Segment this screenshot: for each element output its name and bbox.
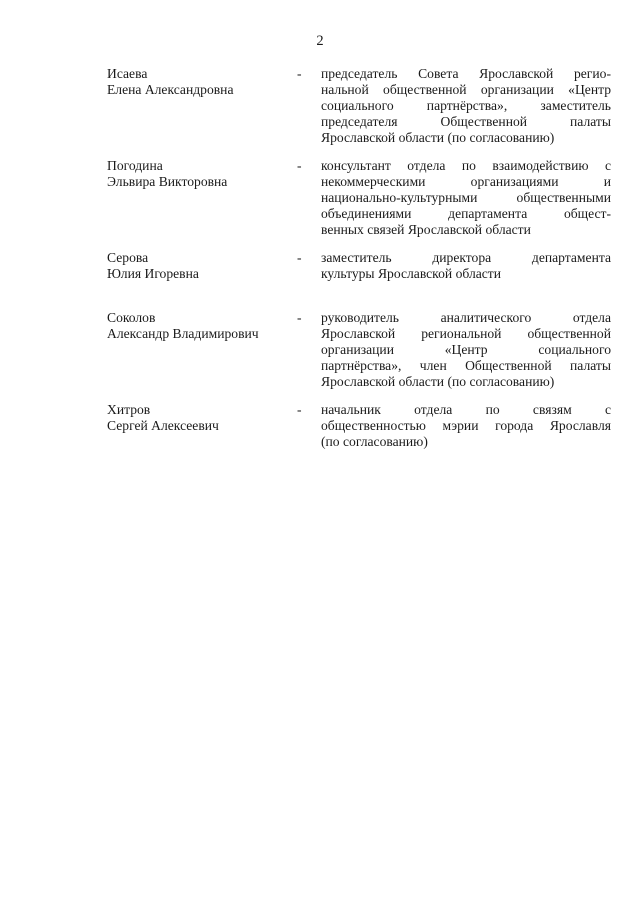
member-name xyxy=(107,250,292,282)
role-line: руководитель аналитического отдела xyxy=(321,310,611,325)
role-line: некоммерческими организациями и xyxy=(321,174,611,189)
separator-dash: - xyxy=(297,250,302,265)
separator-dash: - xyxy=(297,402,302,417)
member-name xyxy=(107,402,292,434)
role-line: начальник отдела по связям с xyxy=(321,402,611,417)
separator-dash: - xyxy=(297,66,302,81)
member-role xyxy=(321,66,611,146)
role-line: социального партнёрства», заместитель xyxy=(321,98,611,113)
role-line: нальной общественной организации «Центр xyxy=(321,82,611,97)
member-role xyxy=(321,158,611,238)
role-line: Ярославской региональной общественной xyxy=(321,326,611,341)
role-line: организации «Центр социального xyxy=(321,342,611,357)
member-entry xyxy=(107,402,612,462)
member-surname: Исаева xyxy=(107,66,148,81)
member-surname: Серова xyxy=(107,250,149,265)
member-name xyxy=(107,158,292,190)
member-surname: Хитров xyxy=(107,402,151,417)
member-role xyxy=(321,250,611,282)
member-given-names: Юлия Игоревна xyxy=(107,266,199,281)
role-line: Ярославской области (по согласованию) xyxy=(321,130,555,145)
member-role xyxy=(321,310,611,390)
role-line: председателя Общественной палаты xyxy=(321,114,611,129)
role-line: (по согласованию) xyxy=(321,434,428,449)
member-surname: Соколов xyxy=(107,310,156,325)
role-line: общественностью мэрии города Ярославля xyxy=(321,418,611,433)
member-surname: Погодина xyxy=(107,158,163,173)
page-number: 2 xyxy=(316,33,324,49)
role-line: объединениями департамента общест- xyxy=(321,206,611,221)
member-entry xyxy=(107,310,612,389)
member-name xyxy=(107,66,292,98)
role-line: заместитель директора департамента xyxy=(321,250,611,265)
role-line: культуры Ярославской области xyxy=(321,266,502,281)
member-given-names: Эльвира Викторовна xyxy=(107,174,228,189)
separator-dash: - xyxy=(297,310,302,325)
role-line: Ярославской области (по согласованию) xyxy=(321,374,555,389)
member-name xyxy=(107,310,292,342)
role-line: консультант отдела по взаимодействию с xyxy=(321,158,611,173)
member-entry xyxy=(107,158,612,237)
role-line: партнёрства», член Общественной палаты xyxy=(321,358,611,373)
member-entry xyxy=(107,66,612,145)
member-list xyxy=(107,66,612,478)
member-given-names: Сергей Алексеевич xyxy=(107,418,219,433)
member-given-names: Александр Владимирович xyxy=(107,326,259,341)
separator-dash: - xyxy=(297,158,302,173)
role-line: венных связей Ярославской области xyxy=(321,222,531,237)
member-role xyxy=(321,402,611,450)
member-given-names: Елена Александровна xyxy=(107,82,234,97)
role-line: председатель Совета Ярославской регио- xyxy=(321,66,611,81)
member-entry xyxy=(107,250,612,294)
role-line: национально-культурными общественными xyxy=(321,190,611,205)
